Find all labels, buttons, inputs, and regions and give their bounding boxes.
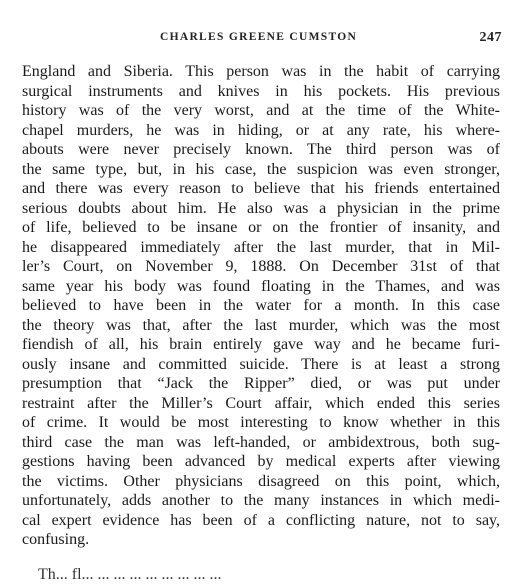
- text-line: the same type, but, in his case, the suspicion was even stronger,: [22, 160, 500, 178]
- running-head: CHARLES GREENE CUMSTON: [160, 31, 358, 43]
- text-line: believed to have been in the water for a month. In this case: [22, 297, 500, 314]
- text-line: the theory was that, after the last murder, which was the most: [22, 316, 500, 334]
- text-line: of life, believed to be insane or on the frontier of insanity, and: [22, 219, 500, 236]
- text-line: England and Siberia. This person was in the habit of carrying: [22, 63, 500, 80]
- text-line: unfortunately, adds another to the many instances in which medi-: [22, 492, 500, 509]
- text-line: ously insane and committed suicide. There is at least a strong: [22, 355, 500, 373]
- text-line: serious doubts about him. He also was a physician in the prime: [22, 199, 500, 217]
- text-line: confusing.: [22, 531, 90, 548]
- text-line: he disappeared immediately after the last murder, that in Mil-: [22, 238, 500, 256]
- text-line: presumption that “Jack the Ripper” died, or was put under: [22, 375, 500, 392]
- text-line: same year his body was found floating in the Thames, and was: [22, 277, 500, 295]
- page-number: 247: [479, 30, 502, 45]
- text-line: of crime. It would be most interesting to know whether in this: [22, 414, 500, 431]
- text-line: history was of the very worst, and at the time of the White-: [22, 102, 500, 119]
- text-line: abouts were never precisely known. The third person was of: [22, 141, 500, 158]
- text-line: chapel murders, he was in hiding, or at any rate, his where-: [22, 121, 500, 139]
- text-line: surgical instruments and knives in his pockets. His previous: [22, 82, 500, 100]
- text-line: gestions having been advanced by medical experts after viewing: [22, 453, 500, 470]
- text-line: cal expert evidence has been of a conflicting nature, not to say,: [22, 511, 500, 529]
- text-line: restraint after the Miller’s Court affair, which ended this series: [22, 394, 500, 412]
- text-line: ler’s Court, on November 9, 1888. On December 31st of that: [22, 258, 500, 275]
- cutoff-text-line: Th... fl... ... ... ... ... ... ... ... ...: [38, 566, 222, 583]
- text-line: fiendish of all, his brain entirely gave way and he became furi-: [22, 336, 500, 353]
- body-paragraph: [22, 62, 500, 550]
- text-line: third case the man was left-handed, or ambidextrous, both sug-: [22, 433, 500, 451]
- text-line: the victims. Other physicians disagreed on this point, which,: [22, 472, 500, 490]
- text-line: and there was every reason to believe that his friends entertained: [22, 180, 500, 197]
